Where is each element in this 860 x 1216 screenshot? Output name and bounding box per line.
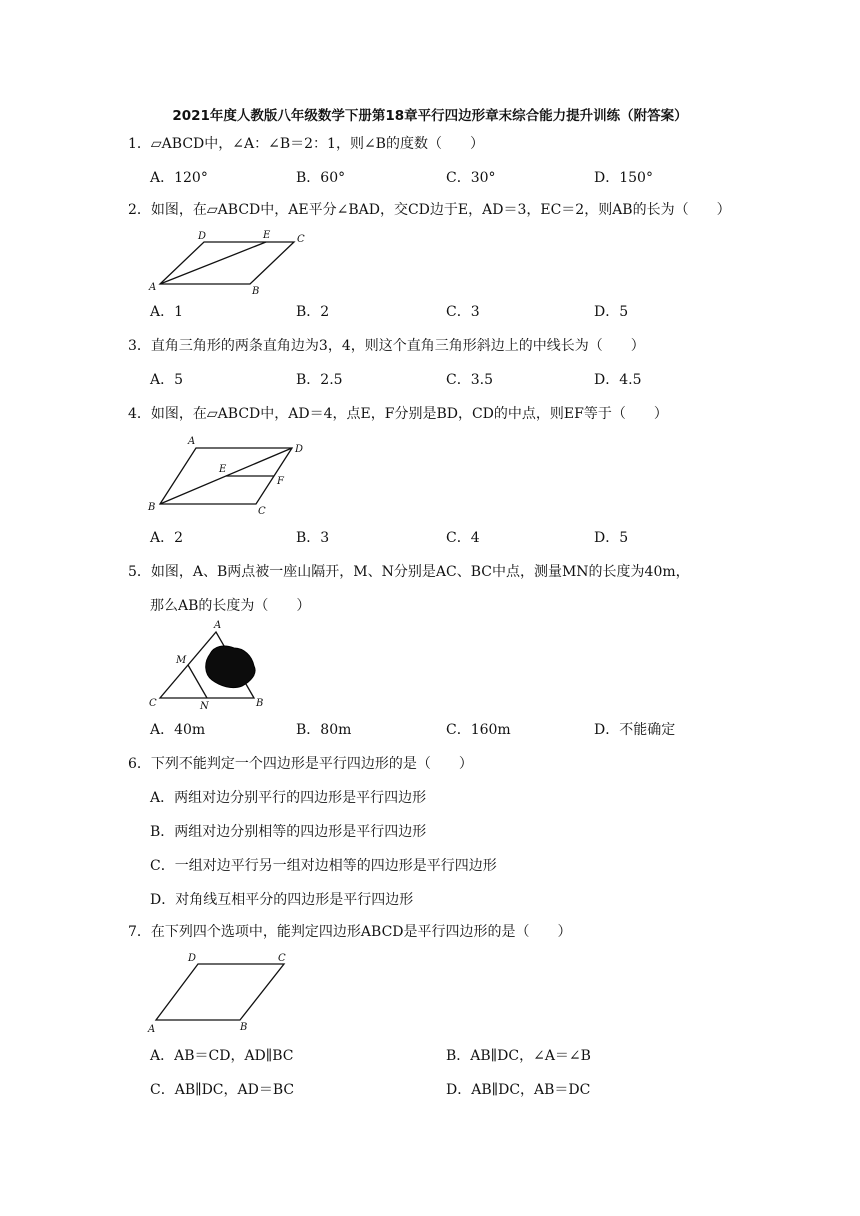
label-a: A: [148, 1024, 156, 1035]
label-a: A: [188, 436, 196, 447]
question-5-stem: 5．如图，A、B两点被一座山隔开，M、N分别是AC、BC中点，测量MN的长度为40m，: [128, 564, 690, 580]
question-7-option-d: D．AB∥DC，AB＝DC: [446, 1082, 591, 1098]
label-n: N: [200, 701, 209, 712]
question-5-stem-continued: 那么AB的长度为（ ）: [150, 598, 311, 614]
question-4-stem: 4．如图，在▱ABCD中，AD＝4，点E，F分别是BD，CD的中点，则EF等于（ ）: [128, 406, 668, 422]
label-e: E: [219, 464, 227, 475]
question-1-option-c: C．30°: [446, 170, 496, 186]
label-a: A: [149, 282, 157, 293]
question-3-option-a: A．5: [150, 372, 184, 388]
question-5-option-c: C．160m: [446, 722, 511, 738]
label-c: C: [258, 506, 266, 517]
question-5-figure: [146, 620, 276, 712]
question-7-option-a: A．AB＝CD，AD∥BC: [150, 1048, 294, 1064]
label-c: C: [278, 953, 286, 964]
question-6-stem: 6．下列不能判定一个四边形是平行四边形的是（ ）: [128, 756, 473, 772]
question-5-option-d: D．不能确定: [594, 722, 676, 738]
question-1-option-d: D．150°: [594, 170, 653, 186]
label-m: M: [176, 655, 187, 666]
question-6-option-c: C．一组对边平行另一组对边相等的四边形是平行四边形: [150, 858, 497, 874]
label-b: B: [252, 286, 260, 297]
question-7-figure: [144, 948, 304, 1040]
question-2-option-c: C．3: [446, 304, 480, 320]
question-3-option-c: C．3.5: [446, 372, 493, 388]
parallelogram-abcd: [160, 242, 294, 284]
question-1-option-a: A．120°: [150, 170, 208, 186]
parallelogram-abcd: [156, 964, 284, 1020]
segment-mn: [188, 665, 207, 698]
label-a: A: [214, 620, 222, 631]
question-4-option-d: D．5: [594, 530, 629, 546]
question-7-stem: 7．在下列四个选项中，能判定四边形ABCD是平行四边形的是（ ）: [128, 924, 572, 940]
label-b: B: [148, 502, 156, 513]
question-4-option-c: C．4: [446, 530, 480, 546]
question-2-option-d: D．5: [594, 304, 629, 320]
question-6-option-d: D．对角线互相平分的四边形是平行四边形: [150, 892, 414, 908]
question-3-option-d: D．4.5: [594, 372, 642, 388]
question-2-figure: [146, 228, 316, 298]
label-f: F: [277, 476, 284, 487]
question-2-stem: 2．如图，在▱ABCD中，AE平分∠BAD，交CD边于E，AD＝3，EC＝2，则AB的长为（ ）: [128, 202, 731, 218]
question-2-option-a: A．1: [150, 304, 184, 320]
label-e: E: [263, 230, 271, 241]
label-d: D: [188, 953, 197, 964]
question-5-option-a: A．40m: [150, 722, 206, 738]
question-1-stem: 1．▱ABCD中，∠A：∠B＝2：1，则∠B的度数（ ）: [128, 136, 484, 152]
document-title: 2021年度人教版八年级数学下册第18章平行四边形章末综合能力提升训练（附答案）: [172, 108, 688, 124]
label-b: B: [240, 1022, 248, 1033]
question-1-option-b: B．60°: [296, 170, 346, 186]
label-c: C: [149, 698, 157, 709]
question-6-option-a: A．两组对边分别平行的四边形是平行四边形: [150, 790, 427, 806]
question-7-option-b: B．AB∥DC，∠A＝∠B: [446, 1048, 591, 1064]
question-3-option-b: B．2.5: [296, 372, 343, 388]
mountain-shape: [206, 646, 255, 688]
question-4-figure: [144, 432, 314, 516]
question-4-option-a: A．2: [150, 530, 184, 546]
label-c: C: [297, 234, 305, 245]
question-7-option-c: C．AB∥DC，AD＝BC: [150, 1082, 295, 1098]
question-3-stem: 3．直角三角形的两条直角边为3，4，则这个直角三角形斜边上的中线长为（ ）: [128, 338, 645, 354]
question-5-option-b: B．80m: [296, 722, 352, 738]
label-d: D: [198, 231, 207, 242]
segment-ae: [160, 242, 266, 284]
label-b: B: [256, 698, 264, 709]
question-4-option-b: B．3: [296, 530, 330, 546]
label-d: D: [295, 444, 304, 455]
question-2-option-b: B．2: [296, 304, 330, 320]
question-6-option-b: B．两组对边分别相等的四边形是平行四边形: [150, 824, 427, 840]
